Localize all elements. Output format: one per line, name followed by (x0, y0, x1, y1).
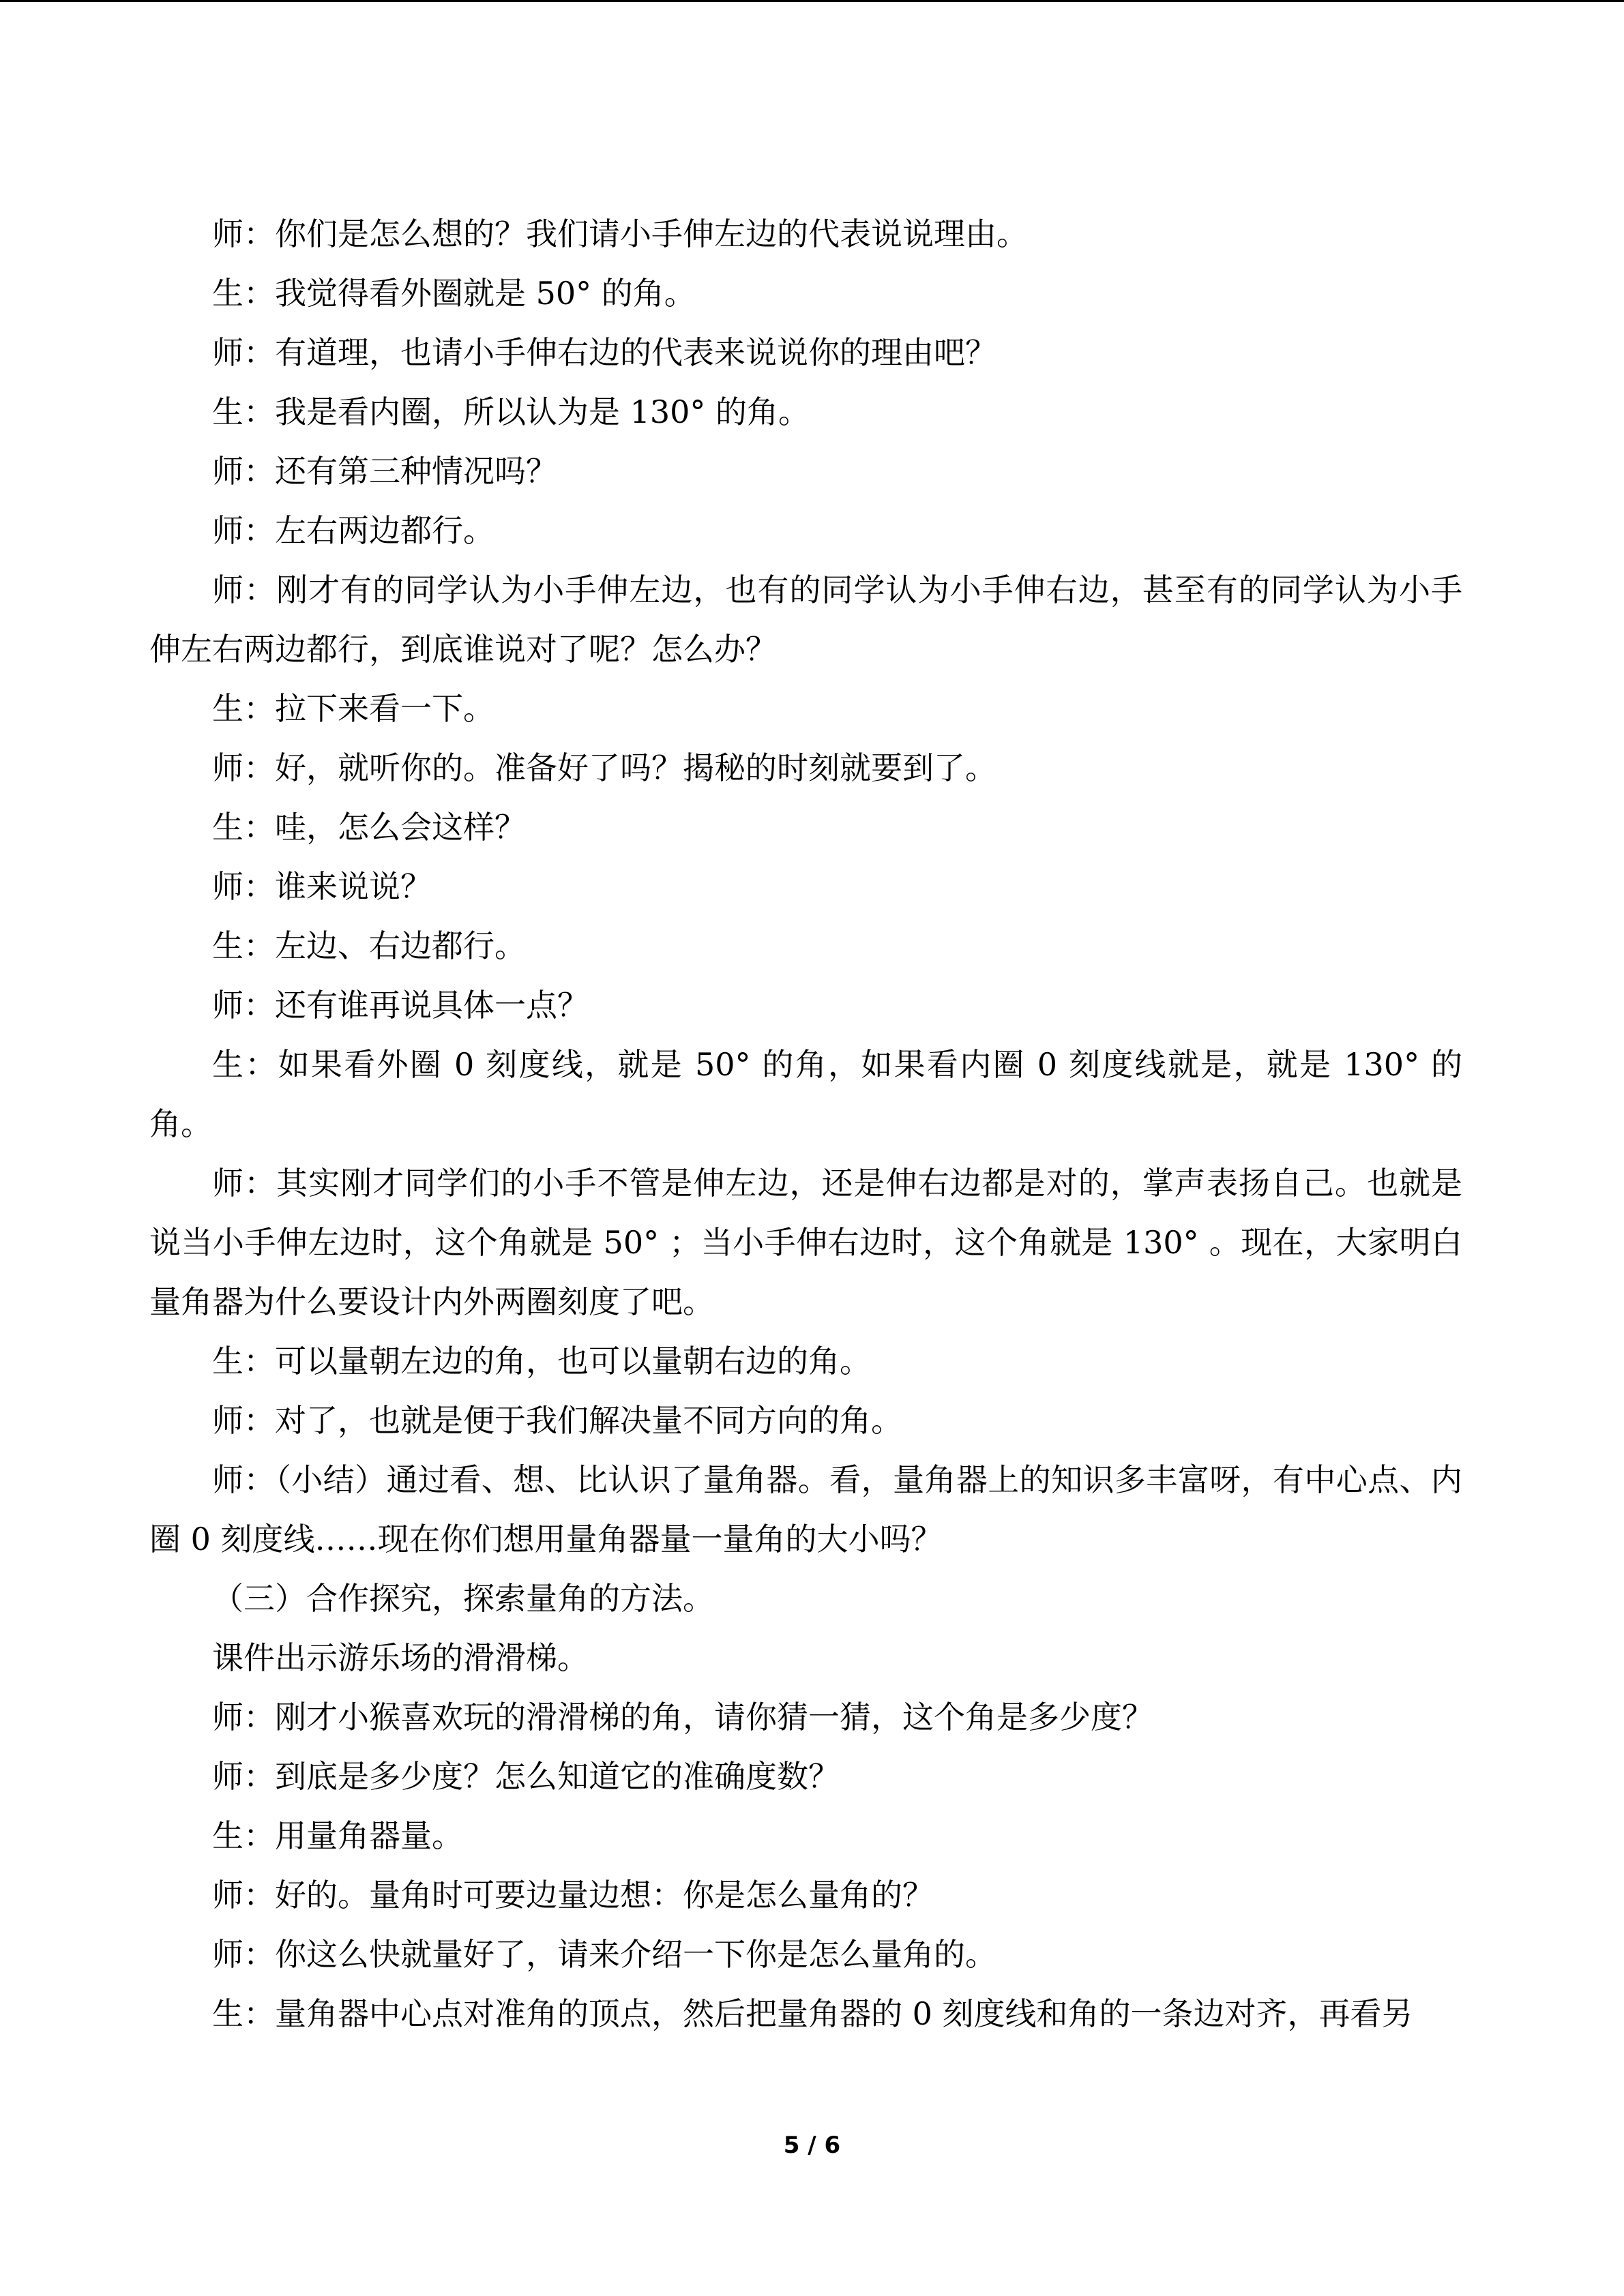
paragraph: 生：拉下来看一下。 (212, 690, 494, 727)
paragraph: 师：刚才有的同学认为小手伸左边，也有的同学认为小手伸右边，甚至有的同学认为小手伸左右两边都行，到底谁说对了呢？怎么办？ (149, 571, 1462, 668)
paragraph: 师：左右两边都行。 (212, 512, 494, 549)
paragraph: 师：还有谁再说具体一点？ (212, 987, 589, 1024)
paragraph: 师：还有第三种情况吗？ (212, 453, 557, 490)
paragraph: 生：左边、右边都行。 (212, 927, 526, 964)
section-heading: （三）合作探究，探索量角的方法。 (212, 1580, 714, 1617)
paragraph: 生：我觉得看外圈就是 50° 的角。 (212, 275, 696, 312)
paragraph: 师：好，就听你的。准备好了吗？揭秘的时刻就要到了。 (212, 749, 996, 786)
paragraph: 生：如果看外圈 0 刻度线，就是 50° 的角，如果看内圈 0 刻度线就是，就是 130° 的角。 (149, 1046, 1462, 1142)
page-number: 5 / 6 (783, 2132, 841, 2159)
paragraph: 生：哇，怎么会这样？ (212, 809, 526, 846)
paragraph: 师：到底是多少度？怎么知道它的准确度数？ (212, 1758, 840, 1795)
paragraph: 师：你们是怎么想的？我们请小手伸左边的代表说说理由。 (212, 215, 1028, 252)
paragraph: 师：刚才小猴喜欢玩的滑滑梯的角，请你猜一猜，这个角是多少度？ (212, 1699, 1153, 1735)
paragraph: 师：谁来说说？ (212, 868, 432, 905)
paragraph: 师：其实刚才同学们的小手不管是伸左边，还是伸右边都是对的，掌声表扬自己。也就是说当小手伸左边时，这个角就是 50° ；当小手伸右边时，这个角就是 130° 。现在，大家明白量角器为什么要设计内外两圈刻度了吧。 (149, 1165, 1462, 1320)
paragraph: 师：对了，也就是便于我们解决量不同方向的角。 (212, 1402, 902, 1439)
paragraph: 师：好的。量角时可要边量边想：你是怎么量角的？ (212, 1877, 934, 1913)
paragraph: 生：量角器中心点对准角的顶点，然后把量角器的 0 刻度线和角的一条边对齐，再看另 (212, 1995, 1413, 2032)
paragraph: 课件出示游乐场的滑滑梯。 (212, 1639, 589, 1676)
paragraph: 生：可以量朝左边的角，也可以量朝右边的角。 (212, 1343, 871, 1380)
paragraph: 师：你这么快就量好了，请来介绍一下你是怎么量角的。 (212, 1936, 996, 1973)
page-top-border (0, 0, 1624, 2)
document-body (149, 205, 1462, 2044)
paragraph: 师：有道理，也请小手伸右边的代表来说说你的理由吧？ (212, 334, 996, 371)
paragraph: 生：用量角器量。 (212, 1817, 463, 1854)
paragraph: 师：（小结）通过看、想、比认识了量角器。看，量角器上的知识多丰富呀，有中心点、内圈 0 刻度线……现在你们想用量角器量一量角的大小吗？ (149, 1461, 1462, 1557)
paragraph: 生：我是看内圈，所以认为是 130° 的角。 (212, 393, 810, 430)
